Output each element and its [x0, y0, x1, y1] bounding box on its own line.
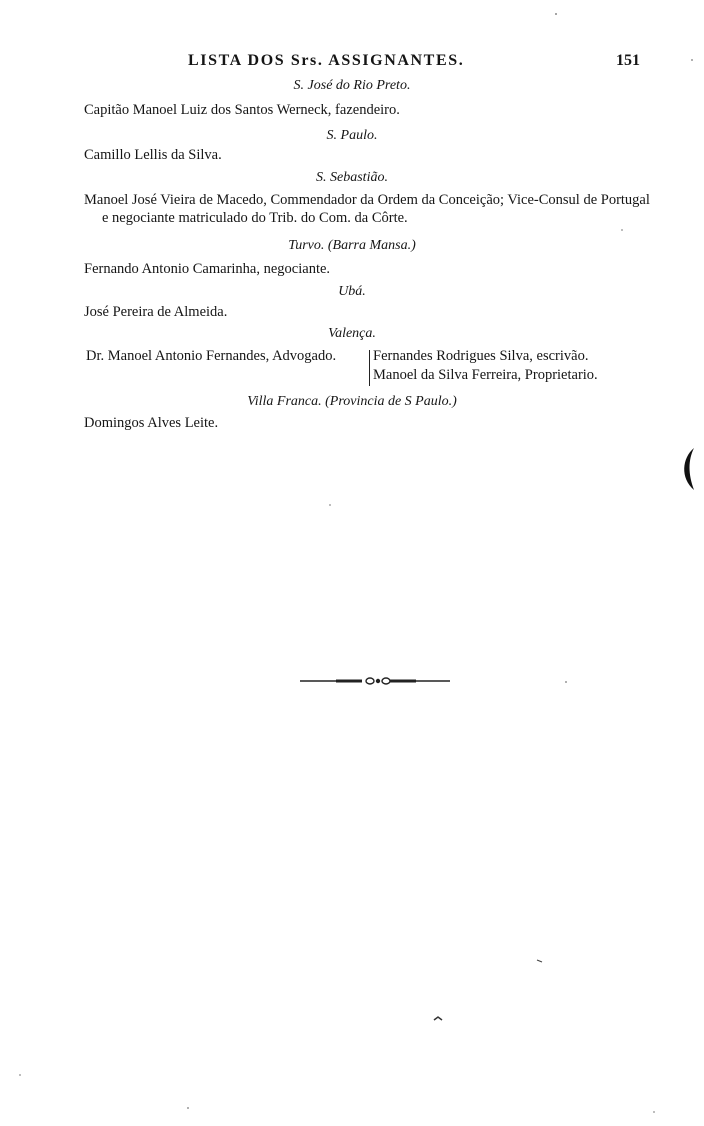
ornament-rule-icon [300, 676, 452, 686]
locality-heading: S. Sebastião. [316, 170, 388, 185]
subscriber-entry: Fernando Antonio Camarinha, negociante. [84, 261, 331, 277]
subscriber-entry: Camillo Lellis da Silva. [84, 147, 222, 163]
locality-heading: S. Paulo. [326, 128, 378, 143]
subscriber-entry: Manoel José Vieira de Macedo, Commendador da Ordem da Conceição; Vice-Consul de Portugal e negociante matriculado do Trib. do Com. da Côrte. [84, 192, 650, 226]
subscriber-entry: José Pereira de Almeida. [84, 304, 228, 320]
locality-heading: Turvo. (Barra Mansa.) [288, 238, 416, 253]
locality-heading: Villa Franca. (Provincia de S Paulo.) [247, 394, 457, 409]
locality-heading: Ubá. [338, 284, 366, 299]
subscriber-entry: Manoel da Silva Ferreira, Proprietario. [373, 367, 598, 383]
running-title: LISTA DOS Srs. ASSIGNANTES. [188, 52, 465, 69]
column-divider [369, 350, 370, 386]
subscriber-entry: Fernandes Rodrigues Silva, escrivão. [373, 348, 589, 364]
subscriber-entry: Capitão Manoel Luiz dos Santos Werneck, fazendeiro. [84, 102, 400, 118]
locality-heading: Valença. [328, 326, 376, 341]
locality-heading: S. José do Rio Preto. [293, 78, 411, 93]
subscriber-entry: Domingos Alves Leite. [84, 415, 219, 431]
subscriber-entry: Dr. Manoel Antonio Fernandes, Advogado. [86, 348, 337, 364]
page-number: 151 [616, 52, 640, 69]
right-column [373, 347, 663, 385]
